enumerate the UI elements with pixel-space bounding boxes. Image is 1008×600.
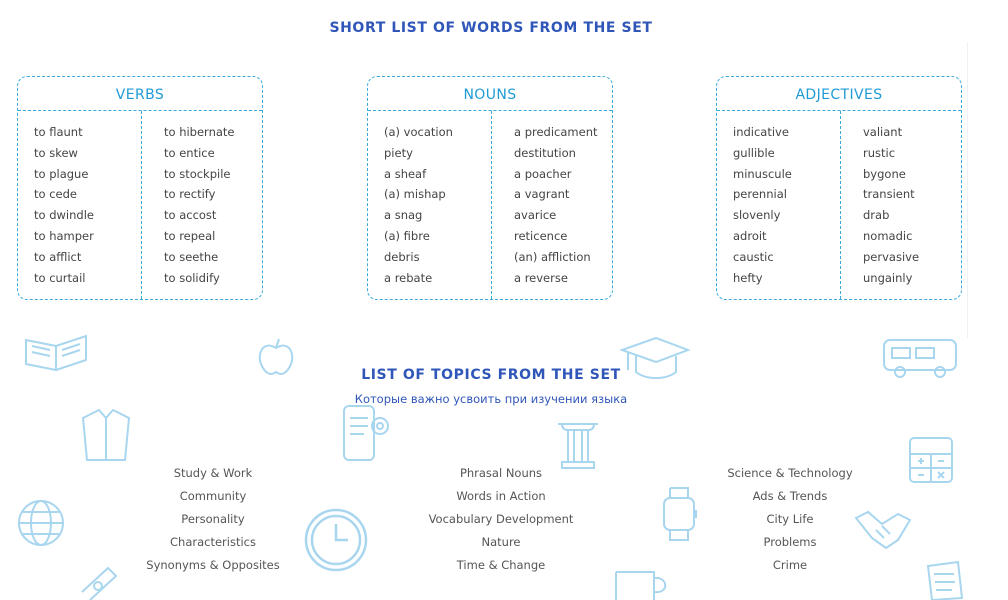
topic-item: Community [179, 489, 247, 503]
list-item: to hamper [34, 228, 94, 243]
topic-item: Nature [481, 535, 521, 549]
list-item: to flaunt [34, 125, 83, 139]
list-item: a poacher [514, 166, 572, 181]
short-list-title: SHORT LIST OF WORDS FROM THE SET [329, 20, 653, 36]
list-item: nomadic [863, 228, 913, 243]
list-item: to stockpile [164, 166, 231, 181]
list-item: pervasive [863, 249, 920, 264]
mug-icon [610, 566, 676, 600]
list-item: (a) vocation [384, 125, 453, 139]
phone-gear-icon [338, 402, 394, 466]
list-item: to rectify [164, 187, 216, 202]
verbs-box [17, 76, 263, 300]
topic-item: Time & Change [456, 558, 546, 572]
list-item: to accost [164, 208, 217, 223]
topics-title: LIST OF TOPICS FROM THE SET [361, 367, 621, 383]
list-item: to curtail [34, 270, 86, 285]
nouns-box [367, 76, 613, 300]
list-item: to skew [34, 145, 78, 160]
list-item: caustic [733, 249, 774, 264]
list-item: slovenly [733, 208, 781, 223]
list-item: drab [863, 208, 890, 223]
list-item: destitution [514, 145, 576, 160]
topics-col-2 [391, 462, 611, 577]
edge-line [967, 42, 968, 338]
list-item: to cede [34, 187, 77, 202]
calculator-icon [906, 434, 956, 486]
topic-item: Words in Action [456, 489, 546, 503]
list-item: (a) fibre [384, 228, 430, 243]
column-divider [491, 111, 492, 299]
list-item: reticence [514, 228, 568, 243]
topic-item: Problems [763, 535, 817, 549]
list-item: a vagrant [514, 187, 570, 202]
shirt-icon [75, 404, 137, 466]
list-item: minuscule [733, 166, 792, 181]
verbs-left-list [34, 122, 94, 288]
list-item: a snag [384, 208, 423, 223]
nouns-header: NOUNS [368, 77, 612, 111]
list-item: perennial [733, 187, 787, 202]
globe-icon [10, 492, 72, 554]
topic-item: Ads & Trends [752, 489, 828, 503]
verbs-right-list [164, 122, 235, 288]
topics-col-3 [680, 462, 900, 577]
topic-item: Phrasal Nouns [459, 466, 543, 480]
list-item: to entice [164, 145, 215, 160]
topic-item: Crime [772, 558, 808, 572]
topic-item: Synonyms & Opposites [146, 558, 280, 572]
list-item: transient [863, 187, 915, 202]
topic-item: Science & Technology [727, 466, 853, 480]
list-item: gullible [733, 145, 775, 160]
adjectives-right-list [863, 122, 919, 288]
list-item: piety [384, 145, 413, 160]
verbs-header: VERBS [18, 77, 262, 111]
list-item: hefty [733, 270, 763, 285]
list-item: ungainly [863, 270, 913, 285]
list-item: a predicament [514, 125, 598, 139]
list-item: avarice [514, 208, 557, 223]
nouns-right-list [514, 122, 598, 288]
list-item: to plague [34, 166, 89, 181]
topic-item: Personality [181, 512, 245, 526]
list-item: a reverse [514, 270, 568, 285]
list-item: to solidify [164, 270, 220, 285]
list-item: to hibernate [164, 125, 235, 139]
list-item: bygone [863, 166, 906, 181]
topic-item: City Life [766, 512, 814, 526]
list-item: (an) affliction [514, 249, 591, 264]
list-item: to repeal [164, 228, 216, 243]
list-item: to seethe [164, 249, 219, 264]
list-item: to afflict [34, 249, 82, 264]
topic-item: Study & Work [173, 466, 253, 480]
adjectives-left-list [733, 122, 792, 288]
notepad-icon [918, 560, 966, 600]
topics-col-1 [103, 462, 323, 577]
list-item: indicative [733, 125, 789, 139]
list-item: a rebate [384, 270, 433, 285]
topic-item: Characteristics [170, 535, 256, 549]
nouns-left-list [384, 122, 453, 288]
list-item: valiant [863, 125, 903, 139]
list-item: debris [384, 249, 420, 264]
topics-subtitle: Которые важно усвоить при изучении языка [354, 392, 628, 406]
list-item: a sheaf [384, 166, 427, 181]
column-divider [141, 111, 142, 299]
list-item: rustic [863, 145, 896, 160]
list-item: to dwindle [34, 208, 94, 223]
adjectives-box [716, 76, 962, 300]
list-item: (a) mishap [384, 187, 446, 202]
list-item: adroit [733, 228, 767, 243]
topic-item: Vocabulary Development [428, 512, 574, 526]
column-divider [840, 111, 841, 299]
adjectives-header: ADJECTIVES [717, 77, 961, 111]
